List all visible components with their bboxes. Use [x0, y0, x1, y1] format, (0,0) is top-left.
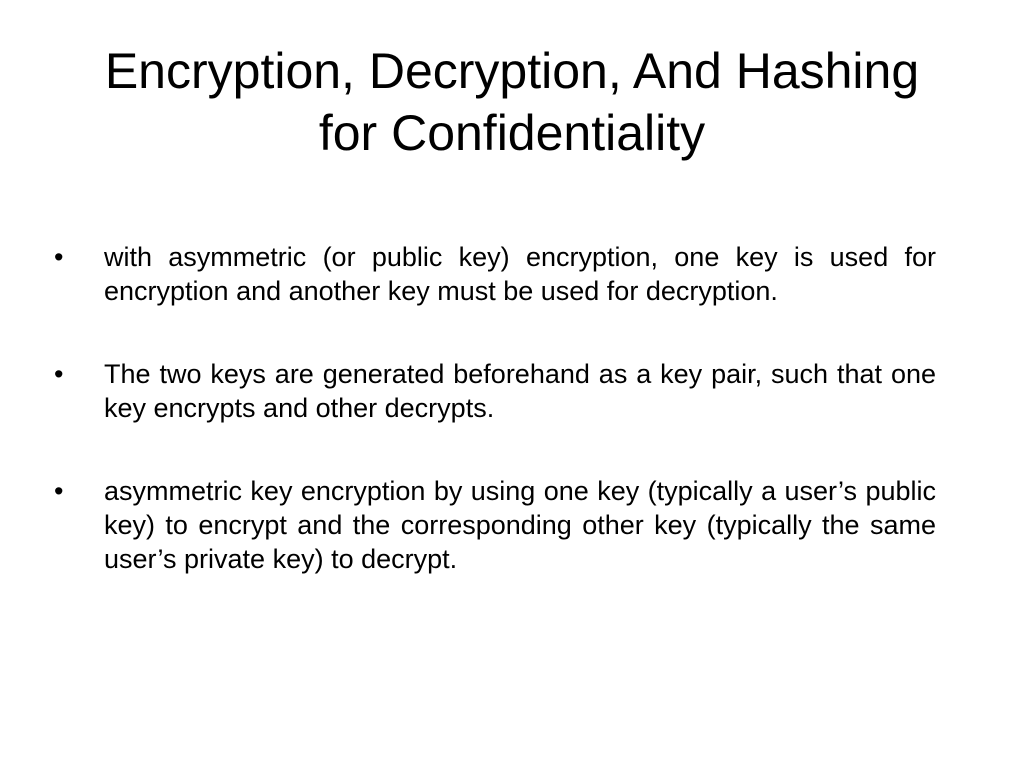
- bullet-text: with asymmetric (or public key) encryption, one key is used for encryption and another key must be used for decryption.: [104, 242, 936, 306]
- bullet-icon: •: [54, 476, 64, 506]
- bullet-icon: •: [54, 242, 64, 272]
- bullet-text: The two keys are generated beforehand as a key pair, such that one key encrypts and other decrypts.: [104, 359, 936, 423]
- bullet-item: [52, 357, 936, 425]
- bullet-item: [52, 474, 936, 576]
- bullet-text: asymmetric key encryption by using one key (typically a user’s public key) to encrypt and the corresponding other key (typically the same user’s private key) to decrypt.: [104, 476, 936, 574]
- bullet-list: [52, 240, 936, 625]
- bullet-icon: •: [54, 359, 64, 389]
- slide-title: Encryption, Decryption, And Hashing for Confidentiality: [104, 43, 920, 161]
- bullet-item: [52, 240, 936, 308]
